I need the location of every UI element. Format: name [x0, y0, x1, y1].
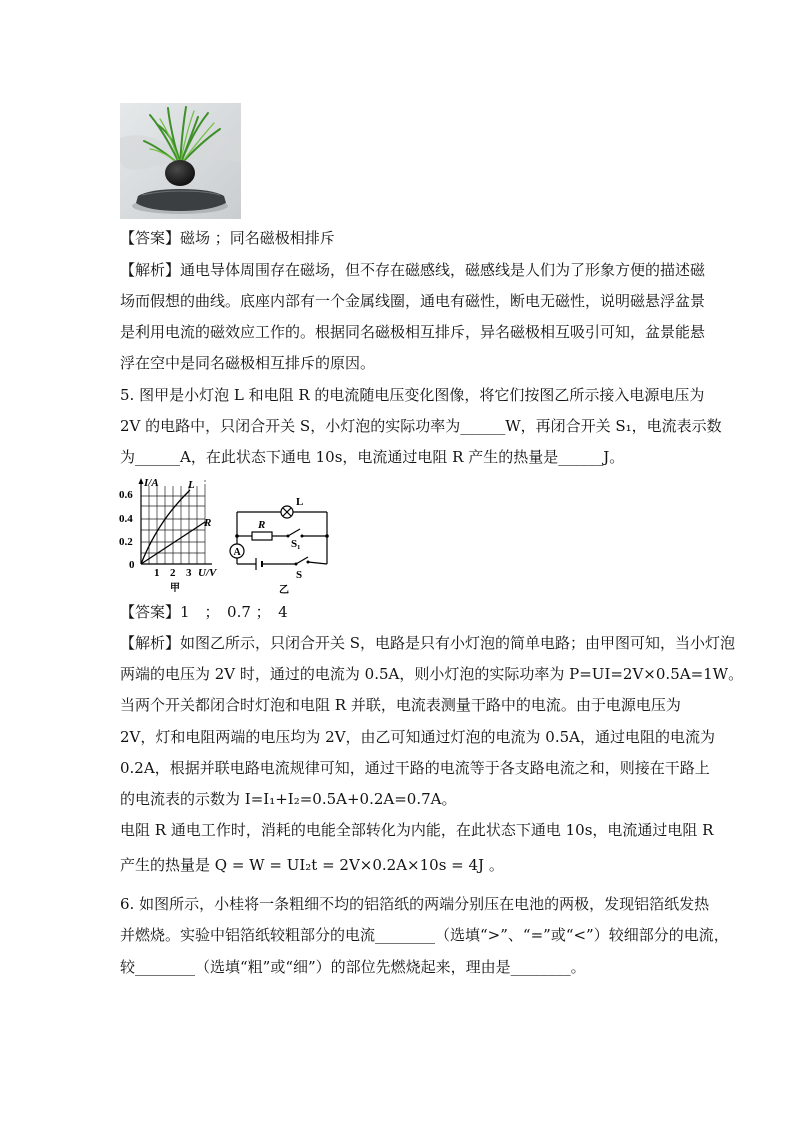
q5-analysis-line: 两端的电压为 2V 时，通过的电流为 0.5A，则小灯泡的实际功率为 P=UI=2V×0.5A=1W。 — [120, 665, 744, 683]
q4-analysis-line: 【解析】通电导体周围存在磁场，但不存在磁感线，磁感线是人们为了形象方便的描述磁 — [120, 261, 706, 279]
switch-s-label: S — [296, 569, 303, 581]
x-axis-label: U/V — [198, 567, 217, 579]
circuit-diagram — [226, 490, 336, 596]
line-r-label: R — [204, 517, 212, 529]
q5-stem-line: 5. 图甲是小灯泡 L 和电阻 R 的电流随电压变化图像，将它们按图乙所示接入电源电压为 — [120, 386, 705, 404]
q6-stem-line: 并燃烧。实验中铝箔纸较粗部分的电流________（选填“>”、“=”或“<”）较细部分的电流， — [120, 926, 729, 944]
q5-analysis-line: 产生的热量是 Q = W = UI₂t = 2V×0.2A×10s = 4J 。 — [120, 856, 504, 874]
y-tick-label: 0.6 — [119, 489, 133, 501]
y-axis-label: I/A — [144, 477, 159, 489]
q4-analysis-line: 是利用电流的磁效应工作的。根据同名磁极相互排斥，异名磁极相互吸引可知，盆景能悬 — [120, 323, 706, 341]
graph-caption: 甲 — [170, 583, 180, 594]
q5-stem-line: 2V 的电路中，只闭合开关 S，小灯泡的实际功率为______W，再闭合开关 S₁，电流表示数 — [120, 417, 722, 435]
resistor-label: R — [258, 519, 266, 531]
x-tick-label: 1 — [154, 567, 160, 579]
q5-stem-line: 为______A，在此状态下通电 10s，电流通过电阻 R 产生的热量是______J。 — [120, 448, 625, 466]
circuit-caption: 乙 — [279, 585, 289, 596]
x-tick-label: 2 — [170, 567, 176, 579]
q4-answer: 【答案】磁场 ；同名磁极相排斥 — [120, 229, 335, 247]
maglev-bonsai-photo — [120, 103, 241, 219]
q5-analysis-line: 电阻 R 通电工作时，消耗的电能全部转化为内能，在此状态下通电 10s，电流通过电阻 R — [120, 821, 714, 839]
q6-stem-line: 6. 如图所示，小桂将一条粗细不均的铝箔纸的两端分别压在电池的两极，发现铝箔纸发热 — [120, 895, 710, 913]
q6-stem-line: 较________（选填“粗”或“细”）的部位先燃烧起来，理由是________。 — [120, 958, 586, 976]
q5-analysis-line: 0.2A，根据并联电路电流规律可知，通过干路的电流等于各支路电流之和，则接在干路上 — [120, 759, 710, 777]
q5-analysis-line: 当两个开关都闭合时灯泡和电阻 R 并联，电流表测量干路中的电流。由于电源电压为 — [120, 696, 681, 714]
y-tick-label: 0.4 — [119, 513, 133, 525]
q5-analysis-line: 【解析】如图乙所示，只闭合开关 S，电路是只有小灯泡的简单电路；由甲图可知，当小灯泡 — [120, 634, 736, 652]
q4-analysis-line: 场而假想的曲线。底座内部有一个金属线圈，通电有磁性，断电无磁性，说明磁悬浮盆景 — [120, 292, 706, 310]
q5-answer: 【答案】1 ； 0.7 ； 4 — [120, 603, 288, 621]
curve-l-label: L — [188, 479, 195, 491]
y-tick-label: 0 — [129, 559, 135, 571]
switch-s1-label: S₁ — [291, 538, 301, 550]
q5-analysis-line: 2V，灯和电阻两端的电压均为 2V，由乙可知通过灯泡的电流为 0.5A，通过电阻的电流为 — [120, 728, 715, 746]
q4-analysis-line: 浮在空中是同名磁极相互排斥的原因。 — [120, 354, 376, 372]
x-tick-label: 3 — [186, 567, 192, 579]
y-tick-label: 0.2 — [119, 536, 133, 548]
lamp-label: L — [296, 496, 304, 508]
ammeter-label: A — [233, 547, 241, 558]
q5-analysis-line: 的电流表的示数为 I=I₁+I₂=0.5A+0.2A=0.7A。 — [120, 790, 457, 808]
iu-graph — [118, 476, 218, 596]
